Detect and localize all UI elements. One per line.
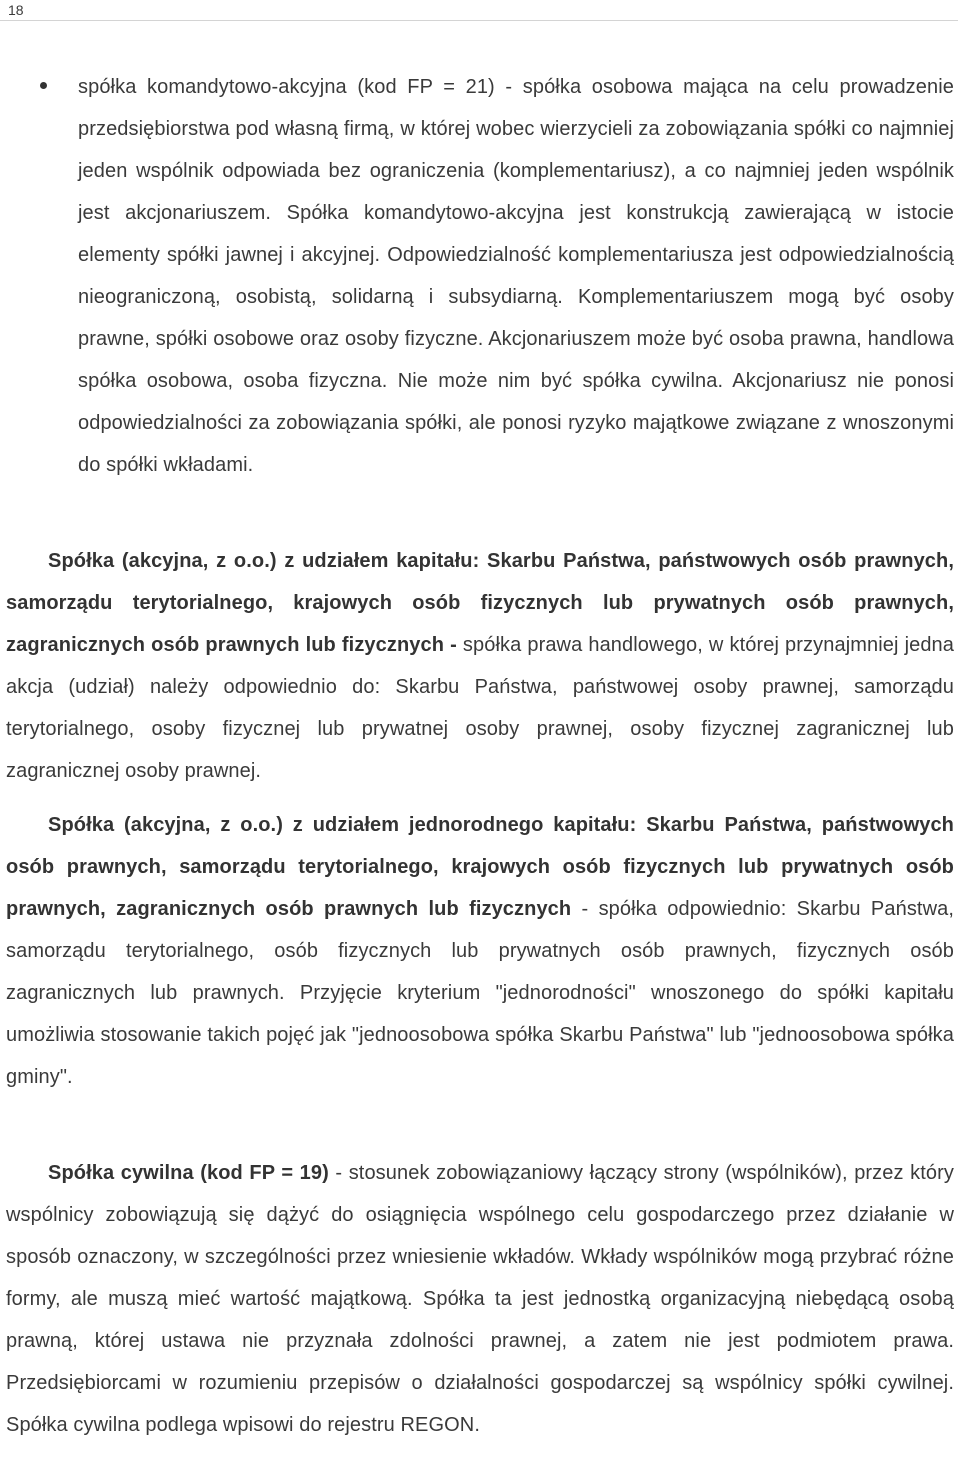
definition-text: spółka prawa handlowego, w której przynajmniej jedna akcja (udział) należy odpowiednio do: Skarbu Państwa, państwowej osoby prawnej, samorządu terytorialnego, osoby fizycznej lub prywatnej osoby prawnej, osoby fizycznej zagranicznej lub zagranicznej osoby prawnej. <box>6 634 954 782</box>
definition-text: - spółka odpowiednio: Skarbu Państwa, samorządu terytorialnego, osób fizycznych lub prywatnych osób prawnych, fizycznych osób zagranicznych lub prawnych. Przyjęcie kryterium "jednorodności" wnoszonego do spółki kapitału umożliwia stosowanie takich pojęć jak "jednoosobowa spółka Skarbu Państwa" lub "jednoosobowa spółka gminy". <box>6 898 954 1088</box>
header-divider <box>0 20 958 21</box>
page-number: 18 <box>8 2 24 18</box>
bullet-icon <box>40 82 47 89</box>
bullet-paragraph: spółka komandytowo-akcyjna (kod FP = 21) - spółka osobowa mająca na celu prowadzenie przedsiębiorstwa pod własną firmą, w której wobec wierzycieli za zobowiązania spółki co najmniej jeden wspólnik odpowiada bez ograniczenia (komplementariusz), a co najmniej jeden wspólnik jest akcjonariuszem. Spółka komandytowo-akcyjna jest konstrukcją zawierającą w istocie elementy spółki jawnej i akcyjnej. Odpowiedzialność komplementariusza jest odpowiedzialnością nieograniczoną, osobistą, solidarną i subsydiarną. Komplementariuszem mogą być osoby prawne, spółki osobowe oraz osoby fizyczne. Akcjonariuszem może być osoba prawna, handlowa spółka osobowa, osoba fizyczna. Nie może nim być spółka cywilna. Akcjonariusz nie ponosi odpowiedzialności za zobowiązania spółki, ale ponosi ryzyko majątkowe związane z wnoszonymi do spółki wkładami. <box>78 76 954 476</box>
definition-term: Spółka (akcyjna, z o.o.) z udziałem jednorodnego kapitału: Skarbu Państwa, państwowych osób prawnych, samorządu terytorialnego, krajowych osób fizycznych lub prywatnych osób prawnych, zagranicznych osób prawnych lub fizycznych <box>6 814 954 920</box>
definition-paragraph <box>6 540 954 792</box>
definition-paragraph <box>6 1152 954 1446</box>
definition-term: Spółka cywilna (kod FP = 19) <box>48 1162 329 1184</box>
definition-term: Spółka (akcyjna, z o.o.) z udziałem kapitału: Skarbu Państwa, państwowych osób prawnych, samorządu terytorialnego, krajowych osób fizycznych lub prywatnych osób prawnych, zagranicznych osób prawnych lub fizycznych - <box>6 550 954 656</box>
definition-paragraph <box>6 804 954 1098</box>
definition-text: - stosunek zobowiązaniowy łączący strony (wspólników), przez który wspólnicy zobowiązują się dążyć do osiągnięcia wspólnego celu gospodarczego przez działanie w sposób oznaczony, w szczególności przez wniesienie wkładów. Wkłady wspólników mogą przybrać różne formy, ale muszą mieć wartość majątkową. Spółka ta jest jednostką organizacyjną niebędącą osobą prawną, której ustawa nie przyznała zdolności prawnej, a zatem nie jest podmiotem prawa. Przedsiębiorcami w rozumieniu przepisów o działalności gospodarczej są wspólnicy spółki cywilnej. Spółka cywilna podlega wpisowi do rejestru REGON. <box>6 1162 954 1436</box>
